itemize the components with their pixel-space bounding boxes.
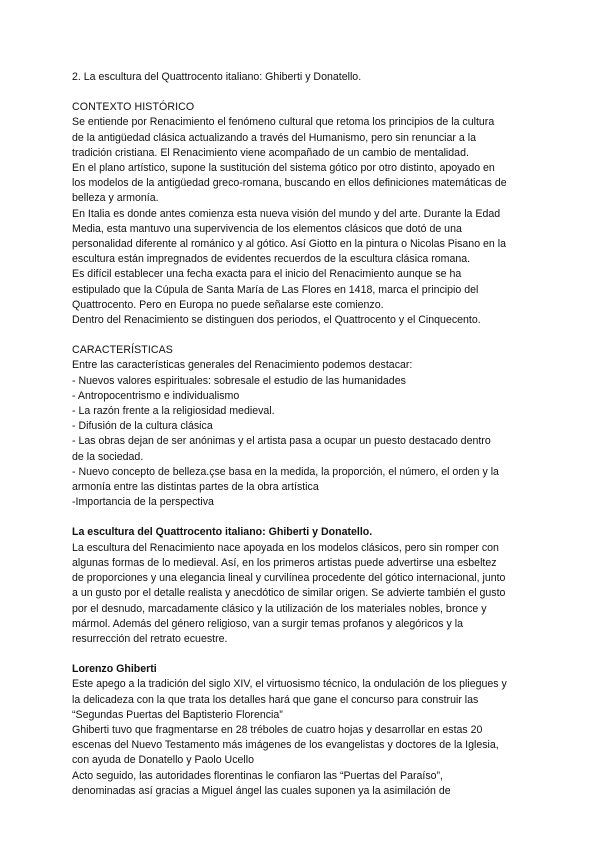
text-line: estipulado que la Cúpula de Santa María de Las Flores en 1418, marca el principio del (72, 283, 479, 296)
text-line: Ghiberti tuvo que fragmentarse en 28 tréboles de cuatro hojas y desarrollar en estas 20 (72, 723, 483, 736)
document-page (72, 70, 534, 799)
text-line: algunas formas de lo medieval. Así, en los primeros artistas puede advertirse una esbeltez (72, 556, 497, 569)
list-item: - Nuevo concepto de belleza.çse basa en la medida, la proporción, el número, el orden y la (72, 465, 499, 478)
text-line: Quattrocento. Pero en Europa no puede señalarse este comienzo. (72, 298, 384, 311)
heading-escultura: La escultura del Quattrocento italiano: Ghiberti y Donatello. (72, 526, 373, 539)
text-line: de la antigüedad clásica actualizando a través del Humanismo, pero sin renunciar a la (72, 131, 476, 144)
text-line: Se entiende por Renacimiento el fenómeno cultural que retoma los principios de la cultura (72, 116, 495, 129)
text-line: Dentro del Renacimiento se distinguen dos periodos, el Quattrocento y el Cinquecento. (72, 314, 481, 327)
text-line: la delicadeza con la que trata los detalles hará que gane el concurso para construir las (72, 693, 479, 706)
text-line: Este apego a la tradición del siglo XIV, el virtuosismo técnico, la ondulación de los pliegues y (72, 678, 507, 691)
spacer (72, 510, 534, 525)
section-escultura (72, 541, 534, 647)
text-line: Media, esta mantuvo una supervivencia de los elementos clásicos que dotó de una (72, 222, 462, 235)
spacer (72, 85, 534, 100)
section-caracteristicas (72, 358, 534, 510)
heading-ghiberti: Lorenzo Ghiberti (72, 663, 157, 676)
text-line: de proporciones y una elegancia lineal y curvilínea procedente del gótico internacional, junto (72, 572, 506, 585)
text-line: Es difícil establecer una fecha exacta para el inicio del Renacimiento aunque se ha (72, 268, 462, 281)
text-line: denominadas así gracias a Miguel ángel las cuales suponen ya la asimilación de (72, 784, 451, 797)
text-line: Entre las características generales del Renacimiento podemos destacar: (72, 359, 413, 372)
list-item: armonía entre las distintas partes de la obra artística (72, 481, 319, 494)
section-contexto (72, 115, 534, 328)
list-item: - Antropocentrismo e individualismo (72, 389, 240, 402)
text-line: por el desnudo, marcadamente clásico y la utilización de los materiales nobles, bronce y (72, 602, 487, 615)
text-line: belleza y armonía. (72, 192, 159, 205)
text-line: tradición cristiana. El Renacimiento viene acompañado de un cambio de mentalidad. (72, 146, 469, 159)
text-line: personalidad diferente al románico y al gótico. Así Giotto en la pintura o Nicolas Pisano en la (72, 238, 507, 251)
document-title: 2. La escultura del Quattrocento italiano: Ghiberti y Donatello. (72, 71, 362, 83)
list-item: -Importancia de la perspectiva (72, 496, 214, 509)
list-item: - Difusión de la cultura clásica (72, 420, 213, 433)
list-item: de la sociedad. (72, 450, 144, 463)
spacer (72, 647, 534, 662)
text-line: “Segundas Puertas del Baptisterio Florencia” (72, 708, 283, 721)
text-line: Acto seguido, las autoridades florentinas le confiaron las “Puertas del Paraíso”, (72, 769, 443, 782)
text-line: escultura están impregnados de evidentes recuerdos de la escultura clásica romana. (72, 253, 471, 266)
text-line: escenas del Nuevo Testamento más imágenes de los evangelistas y doctores de la Iglesia, (72, 739, 499, 752)
text-line: con ayuda de Donatello y Paolo Ucello (72, 754, 254, 767)
section-ghiberti (72, 677, 534, 799)
list-item: - La razón frente a la religiosidad medieval. (72, 405, 275, 418)
text-line: mármol. Además del género religioso, van a surgir temas profanos y alegóricos y la (72, 617, 463, 630)
spacer (72, 328, 534, 343)
text-line: a un gusto por el detalle realista y anecdótico de similar origen. Se advierte también el gusto (72, 587, 506, 600)
list-item: - Nuevos valores espirituales: sobresale el estudio de las humanidades (72, 374, 406, 387)
list-item: - Las obras dejan de ser anónimas y el artista pasa a ocupar un puesto destacado dentro (72, 435, 491, 448)
text-line: La escultura del Renacimiento nace apoyada en los modelos clásicos, pero sin romper con (72, 541, 499, 554)
heading-contexto: CONTEXTO HISTÓRICO (72, 101, 195, 114)
text-line: En Italia es donde antes comienza esta nueva visión del mundo y del arte. Durante la Edad (72, 207, 501, 220)
heading-caracteristicas: CARACTERÍSTICAS (72, 344, 173, 357)
text-line: los modelos de la antigüedad greco-romana, buscando en ellos definiciones matemáticas de (72, 177, 507, 190)
text-line: resurrección del retrato ecuestre. (72, 632, 228, 645)
text-line: En el plano artístico, supone la sustitución del sistema gótico por otro distinto, apoyado en (72, 162, 495, 175)
